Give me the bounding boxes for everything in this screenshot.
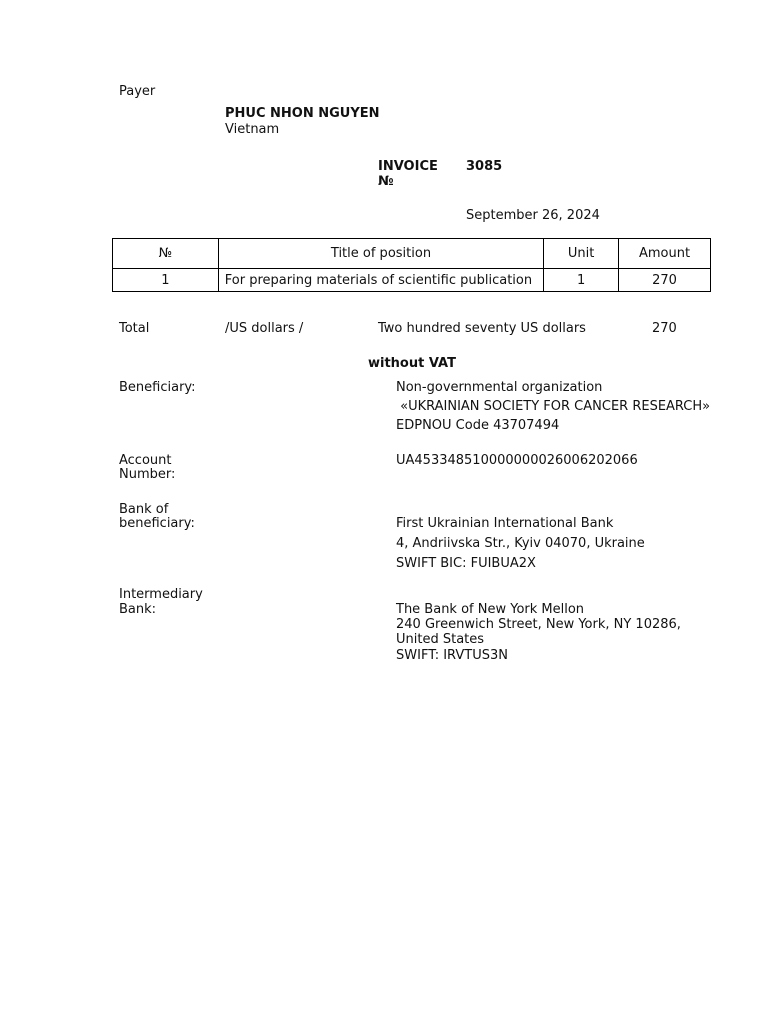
- intermediary-label-line-1: Intermediary: [119, 587, 203, 602]
- header-title: Title of position: [218, 239, 543, 269]
- total-words: Two hundred seventy US dollars: [378, 321, 586, 336]
- bank-swift: SWIFT BIC: FUIBUA2X: [396, 556, 536, 571]
- items-table: [112, 238, 711, 292]
- invoice-label: INVOICE: [378, 159, 438, 174]
- beneficiary-label: Beneficiary:: [119, 380, 196, 395]
- payer-name: PHUC NHON NGUYEN: [225, 106, 380, 121]
- invoice-number-sign: №: [378, 174, 394, 189]
- row-number: 1: [113, 269, 219, 292]
- header-unit: Unit: [544, 239, 619, 269]
- payer-label: Payer: [119, 84, 156, 99]
- total-currency: /US dollars /: [225, 321, 304, 336]
- table-header-row: [113, 239, 711, 269]
- payer-country: Vietnam: [225, 122, 280, 137]
- intermediary-label-line-2: Bank:: [119, 602, 157, 617]
- beneficiary-line-2: «UKRAINIAN SOCIETY FOR CANCER RESEARCH»: [396, 399, 711, 414]
- intermediary-address-line-2: United States: [396, 632, 485, 647]
- row-unit: 1: [544, 269, 619, 292]
- total-amount: 270: [652, 321, 677, 336]
- intermediary-swift: SWIFT: IRVTUS3N: [396, 648, 508, 663]
- header-number: №: [113, 239, 219, 269]
- invoice-date: September 26, 2024: [466, 208, 600, 223]
- bank-label-line-2: beneficiary:: [119, 516, 195, 531]
- table-row: [113, 269, 711, 292]
- bank-address: 4, Andriivska Str., Kyiv 04070, Ukraine: [396, 536, 645, 551]
- header-amount: Amount: [619, 239, 711, 269]
- row-title: For preparing materials of scientific publication: [218, 269, 543, 292]
- account-label-line-1: Account: [119, 453, 172, 468]
- beneficiary-line-1: Non-governmental organization: [396, 380, 603, 395]
- account-label-line-2: Number:: [119, 467, 176, 482]
- invoice-number: 3085: [466, 159, 503, 174]
- intermediary-address-line-1: 240 Greenwich Street, New York, NY 10286,: [396, 617, 681, 632]
- bank-name: First Ukrainian International Bank: [396, 516, 614, 531]
- vat-note: without VAT: [368, 356, 456, 371]
- beneficiary-line-3: EDPNOU Code 43707494: [396, 418, 560, 433]
- bank-label-line-1: Bank of: [119, 502, 169, 517]
- row-amount: 270: [619, 269, 711, 292]
- account-number: UA453348510000000026006202066: [396, 453, 638, 468]
- intermediary-bank-name: The Bank of New York Mellon: [396, 602, 585, 617]
- total-label: Total: [119, 321, 150, 336]
